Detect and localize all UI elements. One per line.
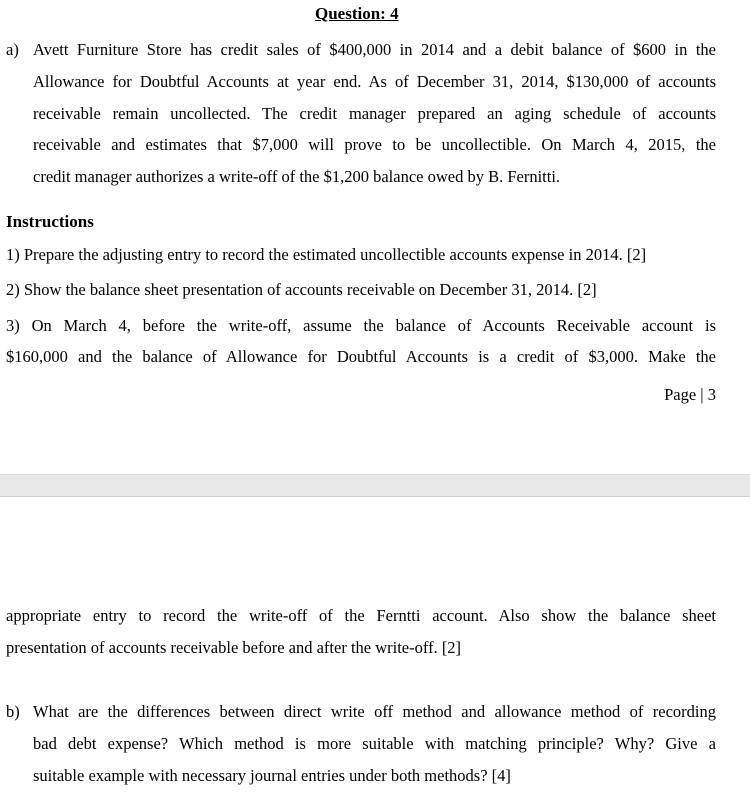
instructions-heading: Instructions xyxy=(6,212,94,231)
continuation-line: appropriate entry to record the write-off of the Ferntti account. Also show the balance sheet xyxy=(6,606,716,625)
page-number: Page | 3 xyxy=(664,385,716,404)
instruction-item: $160,000 and the balance of Allowance for Doubtful Accounts is a credit of $3,000. Make the xyxy=(6,347,716,366)
part-a-line: Allowance for Doubtful Accounts at year end. As of December 31, 2014, $130,000 of accounts xyxy=(33,72,716,91)
page-break-gap xyxy=(0,474,750,497)
instruction-item: 3) On March 4, before the write-off, assume the balance of Accounts Receivable account is xyxy=(6,316,716,335)
part-b-line: bad debt expense? Which method is more suitable with matching principle? Why? Give a xyxy=(33,734,716,753)
continuation-line: presentation of accounts receivable before and after the write-off. [2] xyxy=(6,638,462,657)
instruction-item: 1) Prepare the adjusting entry to record the estimated uncollectible accounts expense in 2014. [2] xyxy=(6,245,647,264)
part-b-line: What are the differences between direct write off method and allowance method of recording xyxy=(33,702,716,721)
part-b-marker: b) xyxy=(6,702,20,721)
part-a-line: Avett Furniture Store has credit sales of $400,000 in 2014 and a debit balance of $600 in the xyxy=(33,40,716,59)
part-a-marker: a) xyxy=(6,40,19,59)
part-b-line: suitable example with necessary journal entries under both methods? [4] xyxy=(33,766,511,785)
part-a-line: receivable and estimates that $7,000 will prove to be uncollectible. On March 4, 2015, the xyxy=(33,135,716,154)
part-a-line: receivable remain uncollected. The credit manager prepared an aging schedule of accounts xyxy=(33,104,716,123)
instruction-item: 2) Show the balance sheet presentation of accounts receivable on December 31, 2014. [2] xyxy=(6,280,597,299)
part-a-line: credit manager authorizes a write-off of the $1,200 balance owed by B. Fernitti. xyxy=(33,167,561,186)
question-title: Question: 4 xyxy=(315,4,399,23)
